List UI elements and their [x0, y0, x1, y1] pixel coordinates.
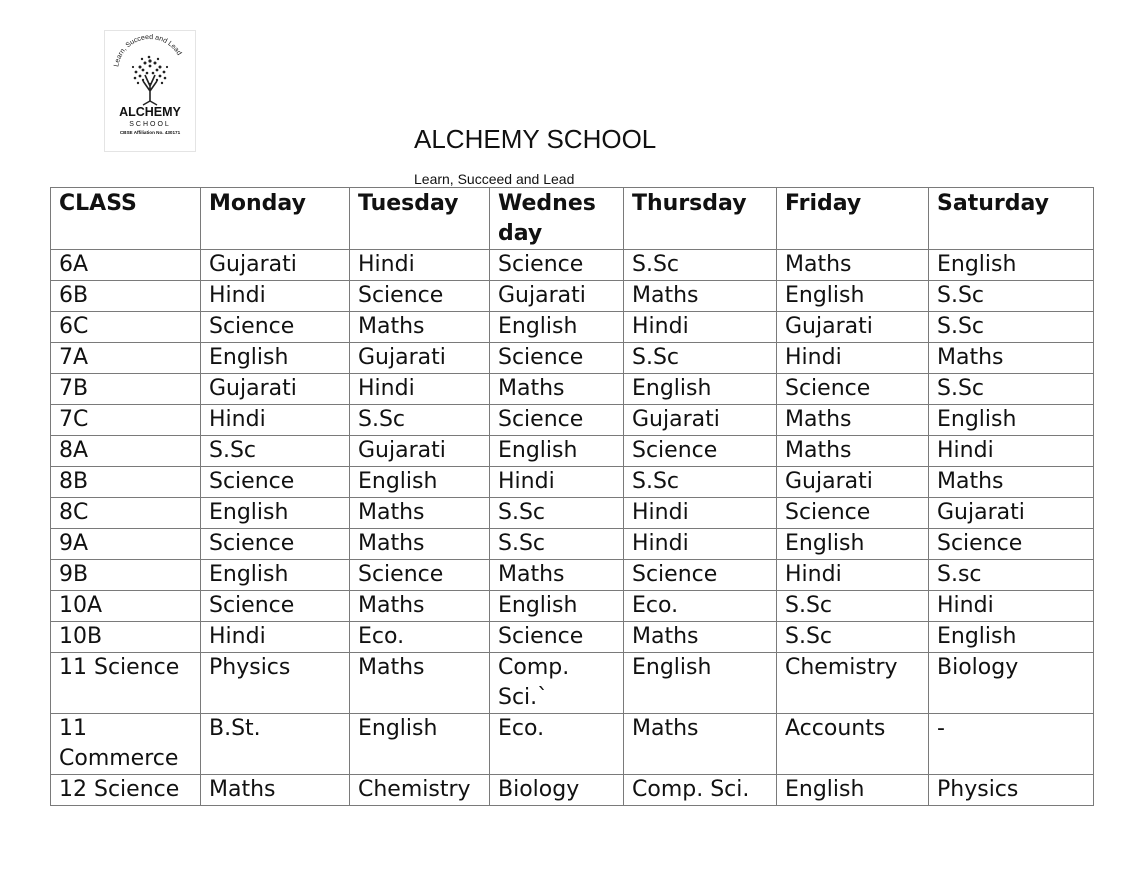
cell-thursday: Maths: [624, 281, 777, 312]
table-row: [51, 374, 1094, 405]
cell-monday: Science: [201, 467, 350, 498]
cell-class: 11 Science: [51, 653, 201, 714]
cell-wednesday: Eco.: [490, 714, 624, 775]
cell-class: 6C: [51, 312, 201, 343]
cell-thursday: S.Sc: [624, 343, 777, 374]
cell-friday: Maths: [777, 405, 929, 436]
school-title: ALCHEMY SCHOOL: [414, 124, 657, 154]
table-row: [51, 312, 1094, 343]
cell-saturday: Science: [929, 529, 1094, 560]
cell-wednesday: Gujarati: [490, 281, 624, 312]
cell-thursday: English: [624, 653, 777, 714]
tree-logo-icon: [105, 31, 195, 151]
cell-tuesday: Maths: [350, 529, 490, 560]
table-row: [51, 529, 1094, 560]
cell-wednesday: S.Sc: [490, 498, 624, 529]
table-row: [51, 343, 1094, 374]
cell-class: 10A: [51, 591, 201, 622]
cell-thursday: Gujarati: [624, 405, 777, 436]
cell-tuesday: Eco.: [350, 622, 490, 653]
col-header-thursday: Thursday: [624, 188, 777, 250]
cell-saturday: Hindi: [929, 591, 1094, 622]
cell-class: 7C: [51, 405, 201, 436]
table-row: [51, 467, 1094, 498]
cell-wednesday: Maths: [490, 560, 624, 591]
cell-saturday: Gujarati: [929, 498, 1094, 529]
cell-saturday: -: [929, 714, 1094, 775]
cell-thursday: Maths: [624, 622, 777, 653]
cell-saturday: Maths: [929, 467, 1094, 498]
cell-thursday: S.Sc: [624, 467, 777, 498]
cell-friday: English: [777, 775, 929, 806]
cell-thursday: Maths: [624, 714, 777, 775]
cell-tuesday: Maths: [350, 591, 490, 622]
cell-tuesday: S.Sc: [350, 405, 490, 436]
cell-friday: S.Sc: [777, 622, 929, 653]
cell-class: 6B: [51, 281, 201, 312]
cell-thursday: Comp. Sci.: [624, 775, 777, 806]
col-header-class: CLASS: [51, 188, 201, 250]
cell-class: 6A: [51, 250, 201, 281]
cell-class: 9A: [51, 529, 201, 560]
col-header-wednesday: Wednes day: [490, 188, 624, 250]
cell-tuesday: Hindi: [350, 250, 490, 281]
cell-friday: Hindi: [777, 560, 929, 591]
cell-wednesday: Science: [490, 343, 624, 374]
cell-wednesday: English: [490, 591, 624, 622]
cell-wednesday: Maths: [490, 374, 624, 405]
cell-saturday: Maths: [929, 343, 1094, 374]
cell-tuesday: Chemistry: [350, 775, 490, 806]
cell-tuesday: Hindi: [350, 374, 490, 405]
table-row: [51, 622, 1094, 653]
cell-tuesday: Gujarati: [350, 343, 490, 374]
cell-monday: Gujarati: [201, 374, 350, 405]
col-header-saturday: Saturday: [929, 188, 1094, 250]
cell-monday: S.Sc: [201, 436, 350, 467]
cell-tuesday: Maths: [350, 498, 490, 529]
cell-saturday: S.Sc: [929, 281, 1094, 312]
cell-friday: Maths: [777, 436, 929, 467]
cell-monday: English: [201, 560, 350, 591]
cell-tuesday: Maths: [350, 312, 490, 343]
table-row: [51, 560, 1094, 591]
table-row: [51, 498, 1094, 529]
cell-monday: Science: [201, 312, 350, 343]
cell-tuesday: Science: [350, 560, 490, 591]
header-row: [51, 188, 1094, 250]
cell-thursday: Hindi: [624, 529, 777, 560]
logo-affiliation: CBSE Affiliation No. 430171: [119, 130, 181, 135]
cell-wednesday: Hindi: [490, 467, 624, 498]
cell-friday: Gujarati: [777, 467, 929, 498]
cell-saturday: S.Sc: [929, 374, 1094, 405]
timetable: [50, 187, 1094, 806]
cell-wednesday: Science: [490, 622, 624, 653]
cell-tuesday: Science: [350, 281, 490, 312]
col-header-friday: Friday: [777, 188, 929, 250]
timetable-body: [51, 250, 1094, 806]
cell-wednesday: S.Sc: [490, 529, 624, 560]
table-row: [51, 714, 1094, 775]
table-row: [51, 281, 1094, 312]
cell-saturday: S.sc: [929, 560, 1094, 591]
cell-monday: B.St.: [201, 714, 350, 775]
cell-wednesday: Biology: [490, 775, 624, 806]
cell-friday: Maths: [777, 250, 929, 281]
cell-wednesday: Science: [490, 250, 624, 281]
cell-friday: Science: [777, 498, 929, 529]
table-row: [51, 250, 1094, 281]
cell-class: 8C: [51, 498, 201, 529]
cell-friday: Chemistry: [777, 653, 929, 714]
table-row: [51, 405, 1094, 436]
cell-monday: English: [201, 343, 350, 374]
school-logo: [104, 30, 196, 152]
cell-class: 7A: [51, 343, 201, 374]
cell-monday: Gujarati: [201, 250, 350, 281]
cell-saturday: English: [929, 250, 1094, 281]
table-row: [51, 591, 1094, 622]
cell-thursday: S.Sc: [624, 250, 777, 281]
cell-tuesday: Maths: [350, 653, 490, 714]
table-row: [51, 775, 1094, 806]
cell-class: 10B: [51, 622, 201, 653]
cell-thursday: English: [624, 374, 777, 405]
cell-monday: Maths: [201, 775, 350, 806]
cell-class: 9B: [51, 560, 201, 591]
cell-tuesday: Gujarati: [350, 436, 490, 467]
cell-monday: Physics: [201, 653, 350, 714]
cell-tuesday: English: [350, 714, 490, 775]
cell-wednesday: Science: [490, 405, 624, 436]
cell-class: 12 Science: [51, 775, 201, 806]
cell-thursday: Eco.: [624, 591, 777, 622]
cell-thursday: Hindi: [624, 498, 777, 529]
cell-saturday: Physics: [929, 775, 1094, 806]
cell-monday: Science: [201, 529, 350, 560]
cell-thursday: Science: [624, 436, 777, 467]
cell-saturday: S.Sc: [929, 312, 1094, 343]
cell-monday: English: [201, 498, 350, 529]
cell-monday: Hindi: [201, 622, 350, 653]
cell-monday: Hindi: [201, 281, 350, 312]
col-header-monday: Monday: [201, 188, 350, 250]
cell-friday: Gujarati: [777, 312, 929, 343]
cell-friday: Accounts: [777, 714, 929, 775]
col-header-tuesday: Tuesday: [350, 188, 490, 250]
cell-class: 7B: [51, 374, 201, 405]
logo-arc-text: Learn, Succeed and Lead: [113, 33, 183, 68]
cell-thursday: Science: [624, 560, 777, 591]
cell-class: 8B: [51, 467, 201, 498]
cell-saturday: Hindi: [929, 436, 1094, 467]
cell-class: 11 Commerce: [51, 714, 201, 775]
cell-friday: English: [777, 529, 929, 560]
cell-friday: S.Sc: [777, 591, 929, 622]
cell-friday: Science: [777, 374, 929, 405]
cell-thursday: Hindi: [624, 312, 777, 343]
cell-wednesday: English: [490, 312, 624, 343]
cell-monday: Hindi: [201, 405, 350, 436]
logo-sub: SCHOOL: [129, 121, 171, 128]
cell-wednesday: English: [490, 436, 624, 467]
cell-monday: Science: [201, 591, 350, 622]
cell-saturday: English: [929, 405, 1094, 436]
table-row: [51, 653, 1094, 714]
cell-friday: English: [777, 281, 929, 312]
cell-friday: Hindi: [777, 343, 929, 374]
school-tagline: Learn, Succeed and Lead: [414, 171, 575, 187]
cell-class: 8A: [51, 436, 201, 467]
cell-saturday: Biology: [929, 653, 1094, 714]
table-row: [51, 436, 1094, 467]
cell-wednesday: Comp. Sci.`: [490, 653, 624, 714]
logo-name: ALCHEMY: [119, 105, 181, 119]
cell-saturday: English: [929, 622, 1094, 653]
cell-tuesday: English: [350, 467, 490, 498]
